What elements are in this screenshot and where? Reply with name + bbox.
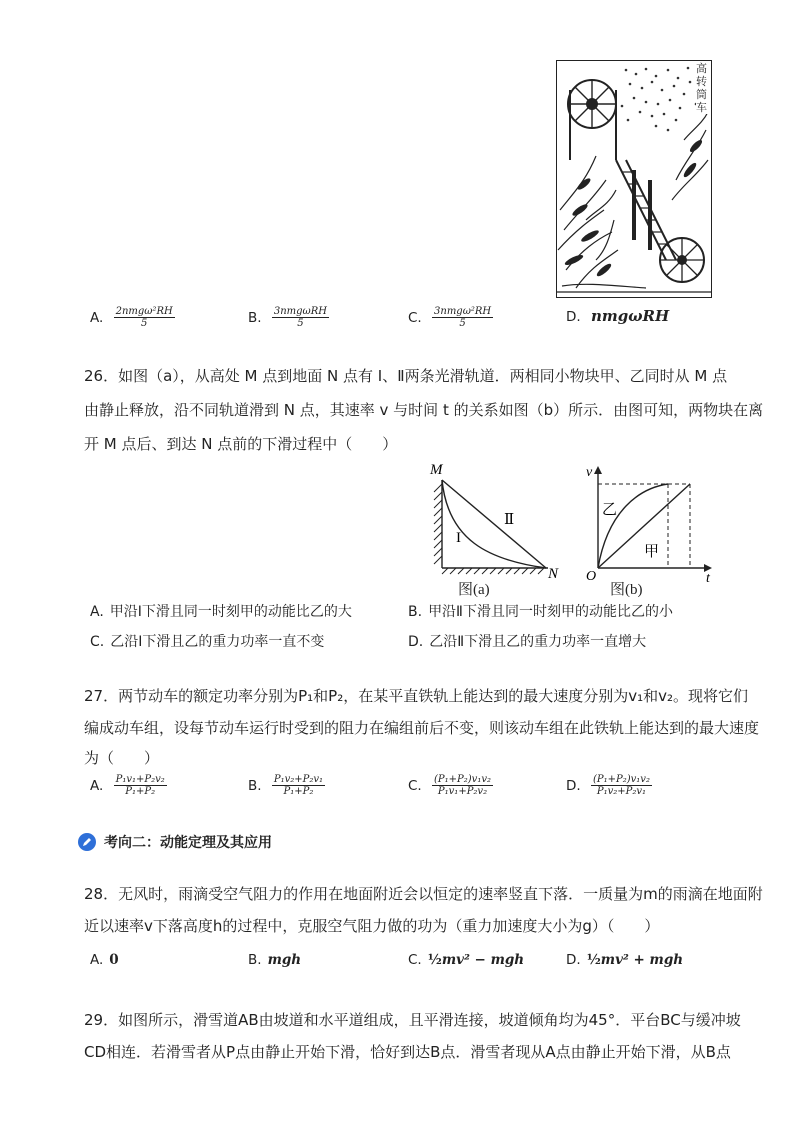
label-o: O [586, 569, 597, 584]
q27-option-c[interactable]: C. $\frac{\text{(P₁+P₂)v₁v₂}}{\text{P₁v₁+P₂v₂}}$ [408, 774, 491, 797]
figure-a [428, 460, 568, 584]
option-label: B. [248, 309, 262, 326]
q28-option-a[interactable]: A. 0 [90, 952, 119, 968]
q27-line-2: 编成动车组，设每节动车运行时受到的阻力在编组前后不变，则该动车组在此铁轨上能达到的最大速度 [84, 719, 760, 737]
option-label: C. [408, 309, 422, 326]
q28-line-1: 28．无风时，雨滴受空气阻力的作用在地面附近会以恒定的速率竖直下落．一质量为m的雨滴在地面附 [84, 885, 763, 903]
q29-line-1: 29．如图所示，滑雪道AB由坡道和水平道组成，且平滑连接，坡道倾角均为45°．平台BC与缓冲坡 [84, 1011, 741, 1029]
label-m: M [430, 462, 443, 478]
section-heading [78, 832, 272, 852]
q26-option-a[interactable]: A. 甲沿Ⅰ下滑且同一时刻甲的动能比乙的大 [90, 604, 352, 620]
q26-line-2: 由静止释放，沿不同轨道滑到 N 点，其速率 v 与时间 t 的关系如图（b）所示．由图可知，两物块在离 [84, 401, 764, 419]
label-v: v [586, 465, 593, 480]
label-jia: 甲 [644, 544, 660, 560]
section-title: 考向二：动能定理及其应用 [104, 835, 272, 851]
q28-option-c[interactable]: C. ½mv² − mgh [408, 952, 525, 968]
q27-line-3: 为（ ） [84, 749, 160, 767]
q26-line-3: 开 M 点后、到达 N 点前的下滑过程中（ ） [84, 435, 398, 453]
q28-option-d[interactable]: D. ½mv² + mgh [566, 952, 684, 968]
q28-option-b[interactable]: B. mgh [248, 952, 302, 968]
option-text: nmgωRH [590, 307, 670, 325]
label-yi: 乙 [602, 502, 618, 518]
figure-b [580, 460, 720, 584]
pen-icon [78, 833, 96, 851]
q26-option-c[interactable]: C. 乙沿Ⅰ下滑且乙的重力功率一直不变 [90, 634, 325, 650]
q29-line-2: CD相连．若滑雪者从P点由静止开始下滑，恰好到达B点．滑雪者现从A点由静止开始下滑，从B点 [84, 1043, 731, 1061]
q25-option-a[interactable] [90, 306, 175, 329]
q27-option-b[interactable]: B. $\frac{\text{P₁v₂+P₂v₁}}{\text{P₁+P₂}}$ [248, 774, 324, 797]
q27-option-a[interactable]: A. $\frac{\text{P₁v₁+P₂v₂}}{\text{P₁+P₂}}$ [90, 774, 165, 797]
q26-option-d[interactable]: D. 乙沿Ⅱ下滑且乙的重力功率一直增大 [408, 634, 647, 650]
q26-option-b[interactable]: B. 甲沿Ⅱ下滑且同一时刻甲的动能比乙的小 [408, 604, 673, 620]
waterwheel-drawing [556, 60, 712, 298]
q26-line-1: 26．如图（a），从高处 M 点到地面 N 点有 Ⅰ、Ⅱ两条光滑轨道．两相同小物块甲、乙同时从 M 点 [84, 367, 728, 385]
option-fraction: $\frac{\text{3nmgω²RH}}{5}$ [434, 306, 492, 329]
waterwheel-illustration [556, 60, 712, 298]
option-fraction: $\frac{\text{3nmgωRH}}{5}$ [273, 306, 327, 329]
label-ii: Ⅱ [504, 512, 515, 528]
label-t: t [706, 571, 710, 584]
figure-a-caption: 图(a) [458, 582, 490, 598]
label-n: N [548, 566, 559, 582]
q27-line-1: 27．两节动车的额定功率分别为P₁和P₂，在某平直铁轨上能达到的最大速度分别为v₁和v₂。现将它们 [84, 687, 748, 705]
vertical-caption: 高转筒车 [696, 62, 710, 114]
label-i: I [456, 530, 461, 546]
q25-option-d[interactable] [566, 306, 669, 327]
option-fraction: $\frac{\text{2nmgω²RH}}{5}$ [115, 306, 173, 329]
option-label: D. [566, 309, 581, 325]
option-label: A. [90, 309, 104, 326]
q28-line-2: 近以速率v下落高度h的过程中，克服空气阻力做的功为（重力加速度大小为g）（ ） [84, 917, 660, 935]
q25-option-c[interactable] [408, 306, 493, 329]
q25-option-b[interactable] [248, 306, 329, 329]
q27-option-d[interactable]: D. $\frac{\text{(P₁+P₂)v₁v₂}}{\text{P₁v₂+P₂v₁}}$ [566, 774, 650, 797]
figure-b-caption: 图(b) [610, 582, 643, 598]
